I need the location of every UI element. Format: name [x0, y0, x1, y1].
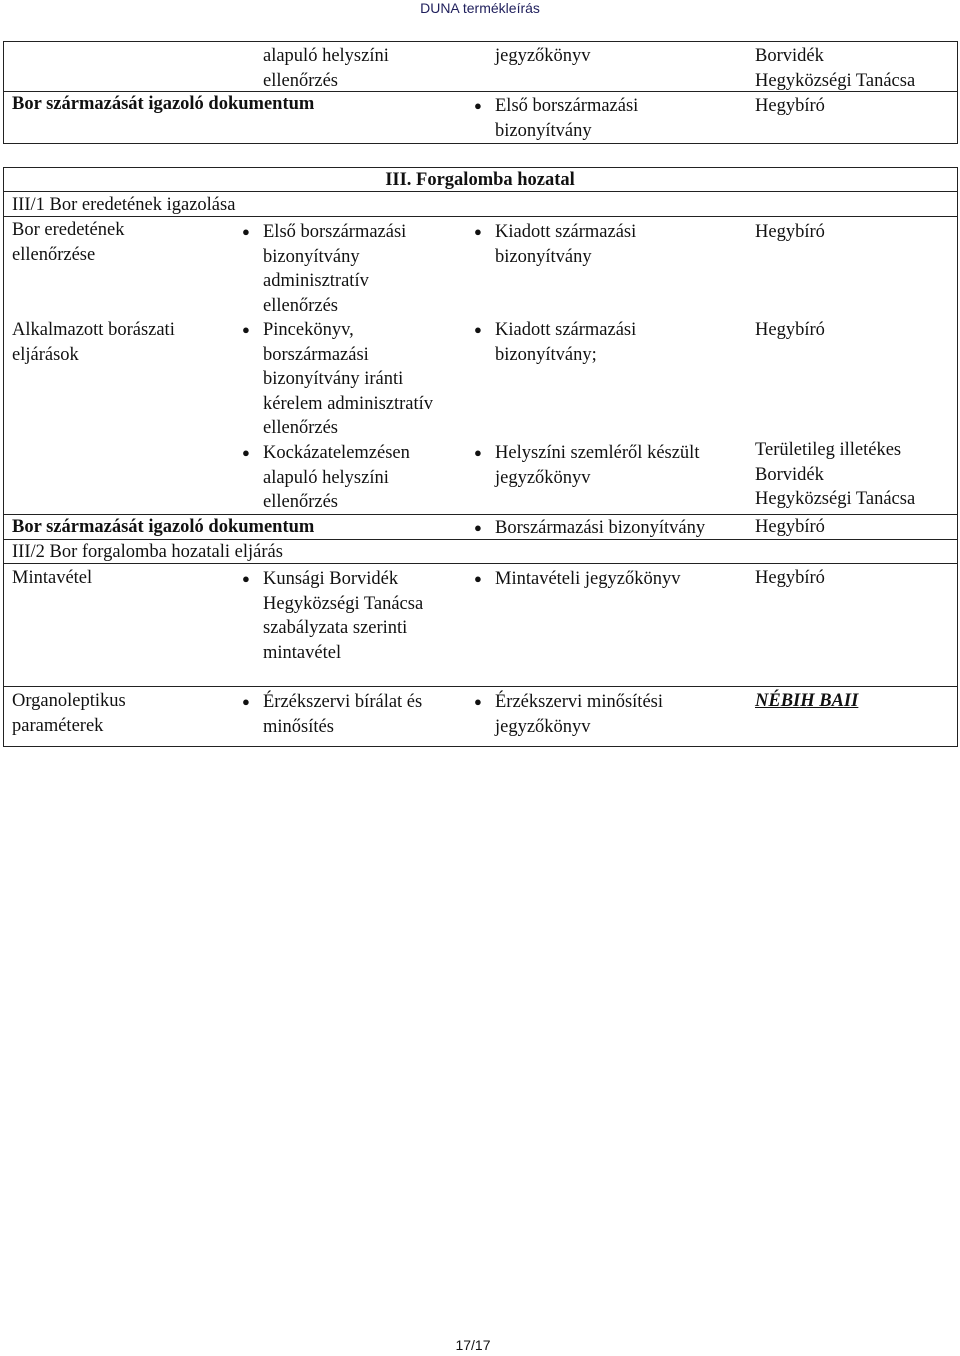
sub1-r3-c4: Hegybíró	[755, 517, 825, 537]
section-title: III. Forgalomba hozatal	[385, 170, 575, 190]
bullet-icon: ●	[242, 694, 250, 709]
page-number: 17/17	[455, 1337, 491, 1353]
top-r2-col1: Bor származását igazoló dokumentum	[12, 94, 315, 114]
sub1-r2-c4b: Területileg illetékes Borvidék Hegyközségi Tanácsa	[755, 440, 916, 509]
sub2-r2-c2: Érzékszervi bírálat és minősítés	[263, 692, 423, 737]
sub1-r2-c3b: Helyszíni szemléről készült jegyzőkönyv	[495, 443, 700, 488]
sub2-r1-c4: Hegybíró	[755, 568, 825, 588]
sub2-r2-c3: Érzékszervi minősítési jegyzőkönyv	[495, 692, 663, 737]
sub1-r1-c1: Bor eredetének ellenőrzése	[12, 220, 125, 265]
sub1-r1-c4: Hegybíró	[755, 222, 825, 242]
bullet-icon: ●	[242, 322, 250, 337]
bullet-icon: ●	[474, 520, 482, 535]
sub1-r2-c2b: Kockázatelemzésen alapuló helyszíni ellenőrzés	[263, 443, 410, 512]
sub2-r1-c1: Mintavétel	[12, 568, 93, 588]
top-r2-col4: Hegybíró	[755, 96, 825, 116]
sub2-r1-c3: Mintavételi jegyzőkönyv	[495, 569, 681, 589]
sub2-r2-c4: NÉBIH BAII	[755, 691, 859, 711]
bullet-icon: ●	[242, 445, 250, 460]
bullet-icon: ●	[474, 224, 482, 239]
bullet-icon: ●	[242, 571, 250, 586]
sub1-r2-c2a: Pincekönyv, borszármazási bizonyítvány iránti kérelem adminisztratív ellenőrzés	[263, 320, 434, 438]
sub2-title: III/2 Bor forgalomba hozatali eljárás	[12, 542, 283, 562]
bullet-icon: ●	[474, 694, 482, 709]
sub1-r2-c4a: Hegybíró	[755, 320, 825, 340]
bullet-icon: ●	[242, 224, 250, 239]
bullet-icon: ●	[474, 445, 482, 460]
sub1-r3-c3: Borszármazási bizonyítvány	[495, 518, 706, 538]
top-r1-col2: alapuló helyszíni ellenőrzés	[263, 46, 389, 91]
sub1-r1-c3: Kiadott származási bizonyítvány	[495, 222, 637, 267]
top-r1-col4: Borvidék Hegyközségi Tanácsa	[755, 46, 916, 91]
sub1-r1-c2: Első borszármazási bizonyítvány adminisztratív ellenőrzés	[263, 222, 407, 316]
sub2-r2-c1: Organoleptikus paraméterek	[12, 691, 126, 736]
bullet-icon: ●	[474, 571, 482, 586]
sub1-r2-c3a: Kiadott származási bizonyítvány;	[495, 320, 637, 365]
bullet-icon: ●	[474, 98, 482, 113]
main-divider-6	[3, 686, 958, 687]
sub1-r3-c1: Bor származását igazoló dokumentum	[12, 517, 315, 537]
sub2-r1-c2: Kunsági Borvidék Hegyközségi Tanácsa szabályzata szerinti mintavétel	[263, 569, 424, 663]
sub1-title: III/1 Bor eredetének igazolása	[12, 195, 236, 215]
bullet-icon: ●	[474, 322, 482, 337]
top-r2-col3: Első borszármazási bizonyítvány	[495, 96, 639, 141]
page-header: DUNA termékleírás	[420, 0, 540, 16]
top-r1-col3: jegyzőkönyv	[495, 46, 591, 66]
sub1-r2-c1: Alkalmazott borászati eljárások	[12, 320, 175, 365]
